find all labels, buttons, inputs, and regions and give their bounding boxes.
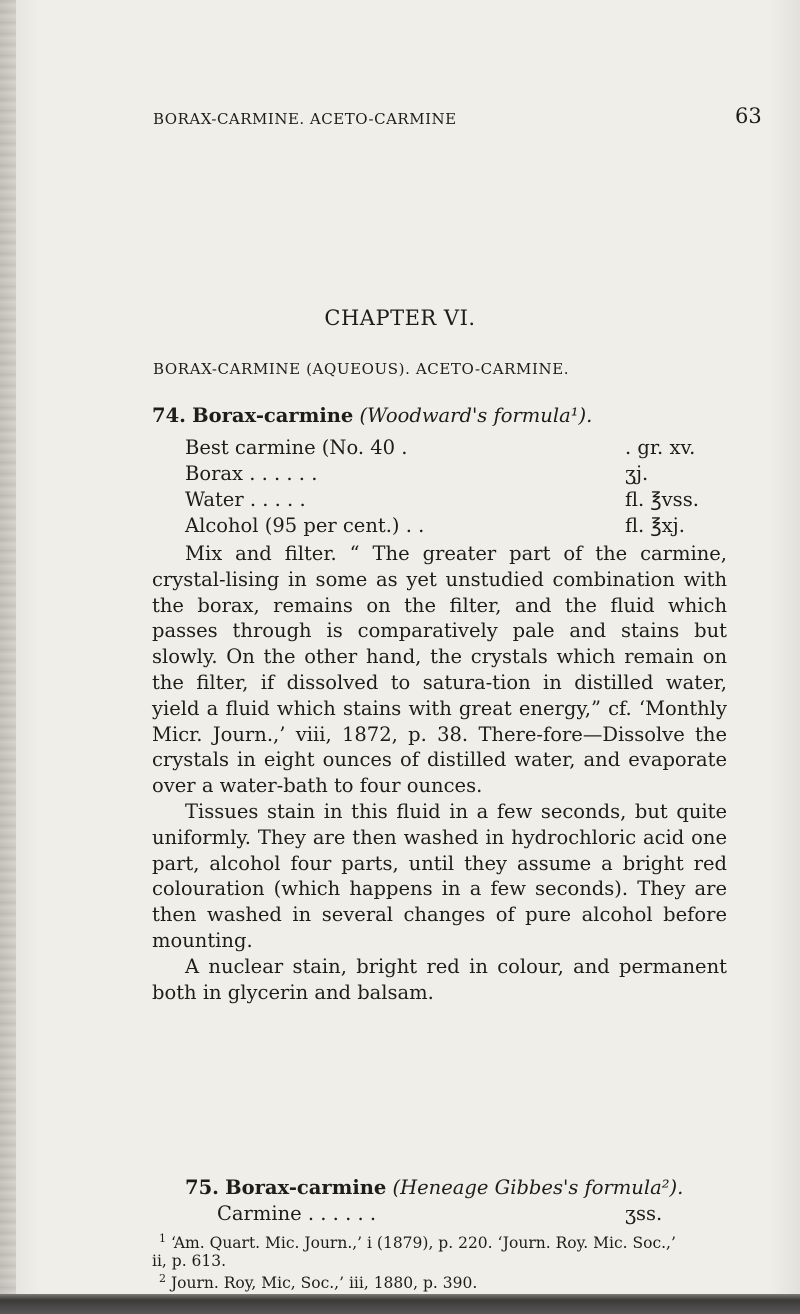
- body-paragraph: Tissues stain in this fluid in a few seconds, but quite uniformly. They are then washed in hydrochloric acid one part, alcohol four parts, until they assume a bright red colouration (which happens in a few seconds). They are then washed in several changes of pure alcohol before mounting.: [152, 799, 727, 952]
- section-75-heading: [185, 1176, 683, 1199]
- ingredient-name: Carmine . . . . . .: [217, 1202, 377, 1225]
- chapter-subtitle: BORAX-CARMINE (AQUEOUS). ACETO-CARMINE.: [153, 360, 570, 378]
- footnote-mark: 2: [159, 1272, 166, 1285]
- section-74-name: Borax-carmine: [192, 404, 354, 427]
- footnote-2: [159, 1272, 477, 1292]
- section-74-body: [152, 541, 727, 1005]
- chapter-title: CHAPTER VI.: [324, 306, 476, 330]
- ingredient-name: Best carmine (No. 40 .: [185, 436, 408, 459]
- footnote-mark: 1: [159, 1232, 166, 1245]
- section-75-number: 75.: [185, 1176, 219, 1199]
- body-paragraph: Mix and filter. “ The greater part of the carmine, crystal-lising in some as yet unstudied combination with the borax, remains on the filter, and the fluid which passes through is comparatively pale and stains but slowly. On the other hand, the crystals which remain on the filter, if dissolved to satura-tion in distilled water, yield a fluid which stains with great energy,” cf. ‘Monthly Micr. Journ.,’ viii, 1872, p. 38. There-fore—Dissolve the crystals in eight ounces of distilled water, and evaporate over a water-bath to four ounces.: [152, 542, 727, 798]
- ingredient-qty: . gr. xv.: [625, 436, 696, 459]
- ingredient-qty: ʒj.: [625, 462, 649, 485]
- section-75-attribution: (Heneage Gibbes's formula²).: [392, 1176, 684, 1199]
- section-74-heading: [152, 404, 592, 427]
- section-74-attribution: (Woodward's formula¹).: [359, 404, 593, 427]
- page-number: 63: [735, 104, 762, 128]
- ingredient-qty: fl. ℥xj.: [625, 514, 685, 537]
- section-75-name: Borax-carmine: [225, 1176, 387, 1199]
- footnote-text: ‘Am. Quart. Mic. Journ.,’ i (1879), p. 220. ‘Journ. Roy. Mic. Soc.,’: [170, 1234, 676, 1253]
- ingredient-qty: ʒss.: [625, 1202, 663, 1225]
- ingredient-qty: fl. ℥vss.: [625, 488, 699, 511]
- footnote-1: [159, 1232, 676, 1252]
- ingredient-name: Alcohol (95 per cent.) . .: [185, 514, 425, 537]
- section-74-number: 74.: [152, 404, 186, 427]
- page-binding-shadow: [0, 0, 16, 1314]
- footnote-text: Journ. Roy, Mic, Soc.,’ iii, 1880, p. 390.: [170, 1274, 478, 1293]
- ingredient-name: Water . . . . .: [185, 488, 306, 511]
- footnote-1-continued: ii, p. 613.: [152, 1252, 227, 1270]
- body-paragraph: A nuclear stain, bright red in colour, and permanent both in glycerin and balsam.: [152, 954, 727, 1004]
- page-bottom-edge: [0, 1294, 800, 1314]
- ingredient-name: Borax . . . . . .: [185, 462, 318, 485]
- running-head: BORAX-CARMINE. ACETO-CARMINE: [153, 110, 457, 128]
